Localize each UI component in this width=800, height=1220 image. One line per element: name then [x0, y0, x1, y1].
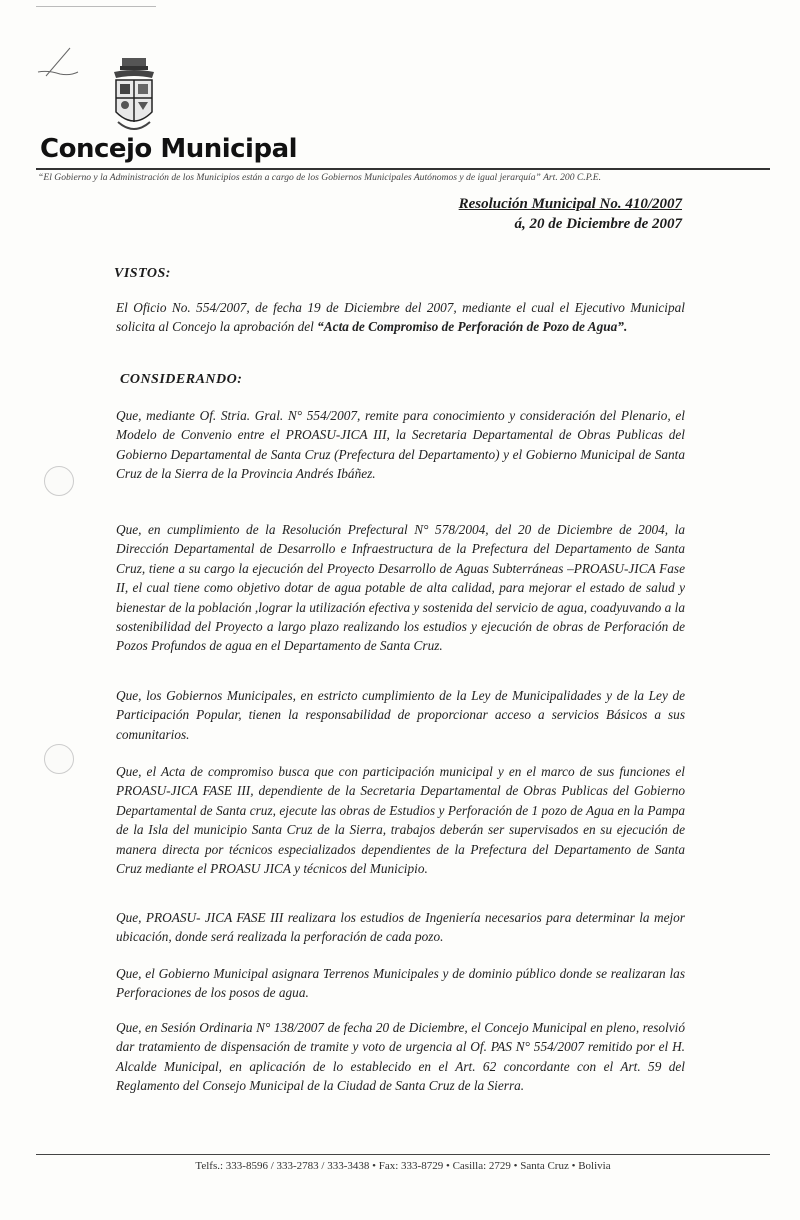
pen-mark — [30, 46, 90, 86]
considerando-paragraph: Que, PROASU- JICA FASE III realizara los estudios de Ingeniería necesarios para determinar la mejor ubicación, donde será realizada la perforación de cada pozo. — [116, 910, 685, 945]
considerando-heading: CONSIDERANDO: — [120, 372, 243, 387]
punch-hole — [44, 466, 74, 496]
considerando-paragraph: Que, los Gobiernos Municipales, en estricto cumplimiento de la Ley de Municipalidades y de la Ley de Participación Popular, tienen la responsabilidad de proporcionar acceso a servicios Básicos a sus comunitarios. — [116, 688, 685, 742]
header-divider — [36, 168, 770, 170]
motto: “El Gobierno y la Administración de los Municipios están a cargo de los Gobiernos Municipales Autónomos y de igual jerarquía” Art. 200 C.P.E. — [38, 172, 601, 183]
footer-divider — [36, 1154, 770, 1155]
vistos-act-title: “Acta de Compromiso de Perforación de Pozo de Agua”. — [317, 319, 628, 335]
considerando-paragraph: Que, en Sesión Ordinaria N° 138/2007 de fecha 20 de Diciembre, el Concejo Municipal en pleno, resolvió dar tratamiento de dispensación de tramite y voto de urgencia al Of. PAS N° 554/2007 remitido por el H. Alcalde Municipal, en aplicación de lo establecido en el Art. 62 concordante con el Art. 59 del Reglamento del Consejo Municipal de la Ciudad de Santa Cruz de la Sierra. — [116, 1020, 685, 1094]
considerando-paragraph: Que, el Gobierno Municipal asignara Terrenos Municipales y de dominio público donde se realizaran las Perforaciones de los posos de agua. — [116, 966, 685, 1001]
footer-contact: Telfs.: 333-8596 / 333-2783 / 333-3438 • Fax: 333-8729 • Casilla: 2729 • Santa Cruz • Bolivia — [195, 1160, 611, 1172]
punch-hole — [44, 744, 74, 774]
top-rule — [36, 6, 156, 7]
considerando-paragraph: Que, el Acta de compromiso busca que con participación municipal y en el marco de sus funciones el PROASU-JICA FASE III, dependiente de la Secretaria Departamental de Obras Publicas del Gobierno Departamental de Santa cruz, ejecute las obras de Estudios y Perforación de 1 pozo de Agua en la Pampa de la Isla del municipio Santa Cruz de la Sierra, trabajos deberán ser supervisados en su ejecución de manera directa por técnicos especializados dependientes de la Prefectura del Departamento de Santa Cruz mediante el PROASU JICA y técnicos del Municipio. — [116, 764, 685, 877]
considerando-paragraph: Que, mediante Of. Stria. Gral. N° 554/2007, remite para conocimiento y consideración del Plenario, el Modelo de Convenio entre el PROASU-JICA III, la Secretaria Departamental de Obras Publicas del Gobierno Departamental de Santa Cruz (Prefectura del Departamento) y el Gobierno Municipal de Santa Cruz de la Sierra de la Provincia Andrés Ibáñez. — [116, 408, 685, 482]
resolution-date: á, 20 de Diciembre de 2007 — [514, 216, 682, 232]
org-title: Concejo Municipal — [40, 134, 298, 164]
vistos-heading: VISTOS: — [114, 266, 171, 281]
coat-of-arms-emblem — [108, 56, 160, 138]
vistos-paragraph — [116, 298, 685, 337]
resolution-number: Resolución Municipal No. 410/2007 — [458, 196, 682, 212]
vistos-text: El Oficio No. 554/2007, de fecha 19 de Diciembre del 2007, mediante el cual el Ejecutivo Municipal solicita al Concejo la aprobación del — [116, 300, 685, 335]
considerando-paragraph: Que, en cumplimiento de la Resolución Prefectural N° 578/2004, del 20 de Diciembre de 2004, la Dirección Departamental de Desarrollo e Infraestructura de la Prefectura del Departamento de Santa Cruz, tiene a su cargo la ejecución del Proyecto Desarrollo de Aguas Subterráneas –PROASU-JICA Fase II, el cual tiene como objetivo dotar de agua potable de alta calidad, para mejorar el estado de salud y bienestar de la población ,lograr la utilización efectiva y sostenida del servicio de agua, coadyuvando a la sostenibilidad del Proyecto a largo plazo realizando los estudios y ejecución de obras de Perforación de Pozos Profundos de agua en el Departamento de Santa Cruz. — [116, 522, 685, 654]
